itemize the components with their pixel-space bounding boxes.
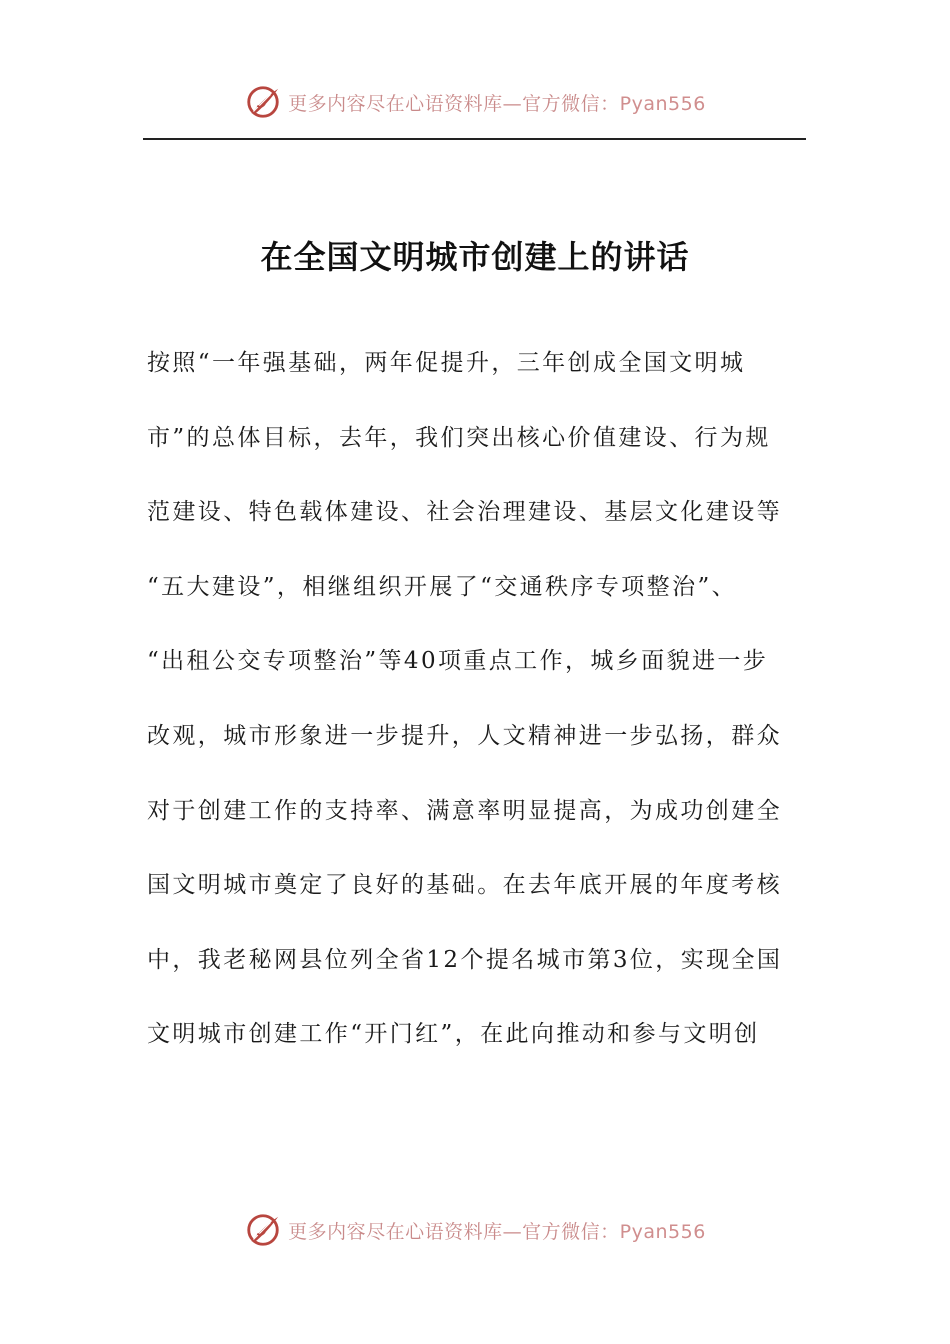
quill-pen-logo-icon bbox=[244, 83, 282, 121]
header-divider bbox=[143, 138, 806, 140]
header-wechat-id: Pyan556 bbox=[619, 92, 706, 115]
body-line: 市”的总体目标，去年，我们突出核心价值建设、行为规 bbox=[147, 424, 771, 451]
footer-banner-text bbox=[288, 1217, 706, 1244]
body-line: 改观，城市形象进一步提升，人文精神进一步弘扬，群众 bbox=[147, 722, 782, 749]
document-title: 在全国文明城市创建上的讲话 bbox=[260, 238, 690, 276]
header-banner bbox=[0, 80, 950, 124]
body-line: “五大建设”，相继组织开展了“交通秩序专项整治”、 bbox=[147, 573, 738, 600]
header-banner-label: 更多内容尽在心语资料库—官方微信： bbox=[288, 92, 620, 115]
document-body bbox=[147, 338, 797, 1084]
footer-banner-label: 更多内容尽在心语资料库—官方微信： bbox=[288, 1220, 620, 1243]
footer-banner bbox=[0, 1208, 950, 1252]
body-line: 按照“一年强基础，两年促提升，三年创成全国文明城 bbox=[147, 350, 746, 376]
body-line: 国文明城市奠定了良好的基础。在去年底开展的年度考核 bbox=[147, 872, 782, 899]
body-line: 范建设、特色载体建设、社会治理建设、基层文化建设等 bbox=[147, 499, 782, 526]
body-line: 中，我老秘网县位列全省12个提名城市第3位，实现全国 bbox=[147, 946, 783, 973]
quill-pen-logo-icon bbox=[244, 1211, 282, 1249]
body-line: 文明城市创建工作“开门红”，在此向推动和参与文明创 bbox=[147, 1021, 760, 1048]
body-line: “出租公交专项整治”等40项重点工作，城乡面貌进一步 bbox=[147, 648, 769, 675]
footer-wechat-id: Pyan556 bbox=[619, 1220, 706, 1243]
header-banner-text bbox=[288, 89, 706, 116]
body-line: 对于创建工作的支持率、满意率明显提高，为成功创建全 bbox=[147, 797, 782, 824]
